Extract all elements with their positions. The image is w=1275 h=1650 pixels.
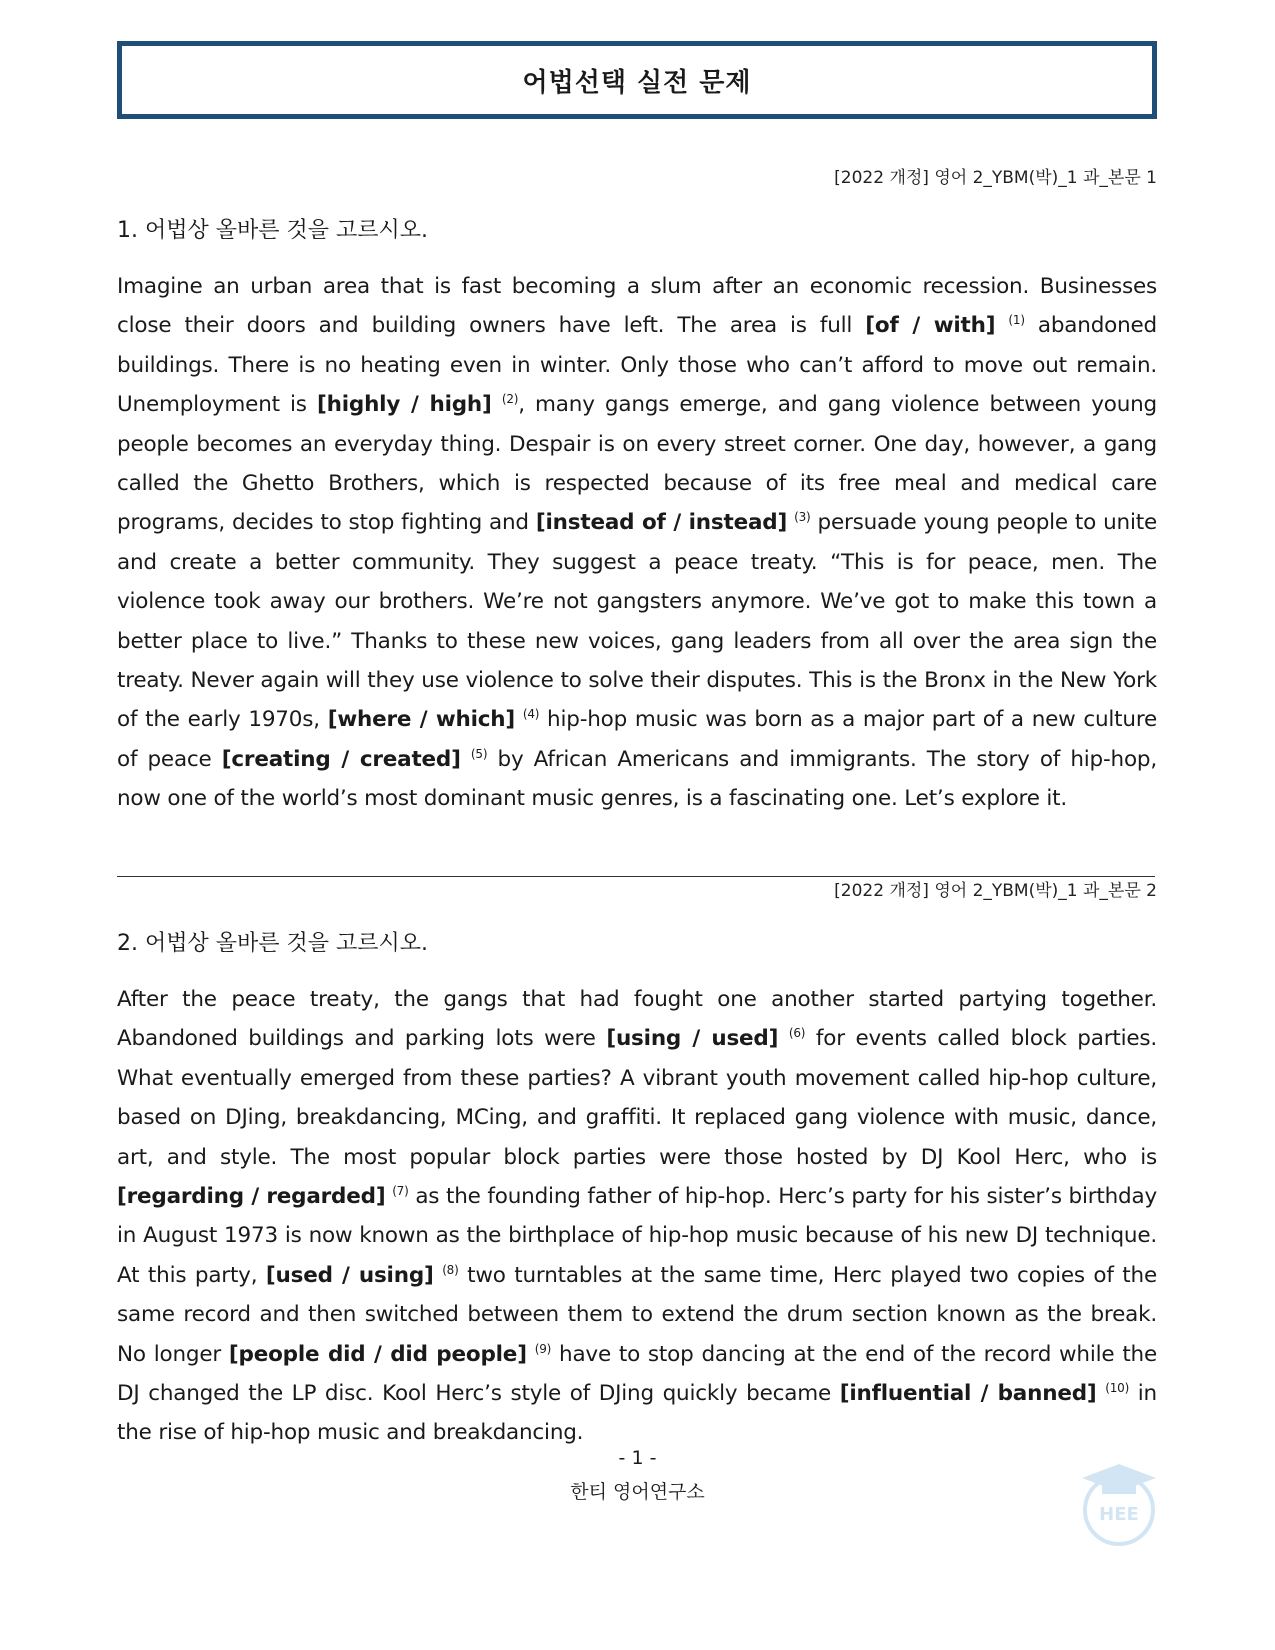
passage-text: two turntables at the same time, Herc played two copies of the same record and then switched between them to extend the drum section known as the break. No longer: [117, 1262, 1157, 1367]
blank-number: (7): [392, 1184, 409, 1199]
passage-1: [117, 267, 1157, 819]
blank-number: (3): [794, 510, 811, 525]
answer-choice: [influential / banned]: [839, 1381, 1097, 1407]
answer-choice: [regarding / regarded]: [117, 1184, 386, 1210]
passage-2: [117, 980, 1157, 1453]
blank-number: (2): [501, 392, 519, 407]
passage-text: as the founding father of hip-hop. Herc’s party for his sister’s birthday in August 1973 is now known as the birthplace of hip-hop music because of his new DJ technique. At this party,: [117, 1184, 1158, 1288]
passage-text: persuade young people to unite and create a better community. They suggest a peace treaty. “This is for peace, men. The violence took away our brothers. We’re not gangsters anymore. We’ve got to make this town a better place to live.” Thanks to these new voices, gang leaders from all over the area sign the treaty. Never again will they use violence to solve their disputes. This is the Bronx in the New York of the early 1970s,: [117, 510, 1157, 733]
answer-choice: [instead of / instead]: [535, 510, 788, 536]
blank-number: (9): [534, 1341, 552, 1356]
passage-text: hip-hop music was born as a major part of a new culture of peace: [117, 707, 1158, 772]
page-number: - 1 -: [618, 1447, 657, 1469]
answer-choice: [creating / created]: [221, 746, 461, 772]
title-box: [117, 41, 1157, 119]
question-1: 1. 어법상 올바른 것을 고르시오.: [117, 218, 428, 243]
passage-text: for events called block parties. What eventually emerged from these parties? A vibrant youth movement called hip-hop culture, based on DJing, breakdancing, MCing, and graffiti. It replaced gang violence with music, dance, art, and style. The most popular block parties were those hosted by DJ Kool Herc, who is: [117, 1026, 1158, 1170]
answer-choice: [of / with]: [865, 313, 996, 339]
blank-number: (10): [1105, 1381, 1130, 1396]
answer-choice: [where / which]: [327, 707, 516, 733]
blank-number: (8): [442, 1262, 459, 1277]
passage-text: have to stop dancing at the end of the record while the DJ changed the LP disc. Kool Herc’s style of DJing quickly became: [117, 1341, 1158, 1407]
answer-choice: [using / used]: [606, 1026, 779, 1052]
passage-text: by African Americans and immigrants. The story of hip-hop, now one of the world’s most dominant music genres, is a fascinating one. Let’s explore it.: [117, 746, 1157, 812]
answer-choice: [used / using]: [265, 1262, 434, 1288]
source-label-2: [2022 개정] 영어 2_YBM(박)_1 과_본문 2: [834, 881, 1157, 901]
passage-text: After the peace treaty, the gangs that had fought one another started partying together. Abandoned buildings and parking lots were: [117, 987, 1157, 1052]
passage-text: , many gangs emerge, and gang violence between young people becomes an everyday thing. Despair is on every street corner. One day, however, a gang called the Ghetto Brothers, which is respected because of its free meal and medical care programs, decides to stop fighting and: [117, 392, 1158, 536]
source-label-1: [2022 개정] 영어 2_YBM(박)_1 과_본문 1: [834, 168, 1157, 188]
question-2: 2. 어법상 올바른 것을 고르시오.: [117, 931, 428, 956]
answer-choice: [people did / did people]: [228, 1341, 527, 1367]
blank-number: (5): [470, 746, 488, 761]
passage-text: in the rise of hip-hop music and breakdancing.: [117, 1381, 1157, 1446]
blank-number: (1): [1008, 313, 1025, 328]
footer-org: 한티 영어연구소: [570, 1481, 705, 1503]
answer-choice: [highly / high]: [316, 392, 492, 418]
blank-number: (4): [522, 707, 540, 722]
page-title: 어법선택 실전 문제: [522, 67, 752, 98]
passage-text: abandoned buildings. There is no heating even in winter. Only those who can’t afford to move out remain. Unemployment is: [117, 313, 1158, 418]
blank-number: (6): [788, 1026, 806, 1041]
passage-text: Imagine an urban area that is fast becoming a slum after an economic recession. Businesses close their doors and building owners have left. The area is full: [117, 274, 1157, 339]
logo-text: HEE: [1099, 1504, 1139, 1525]
